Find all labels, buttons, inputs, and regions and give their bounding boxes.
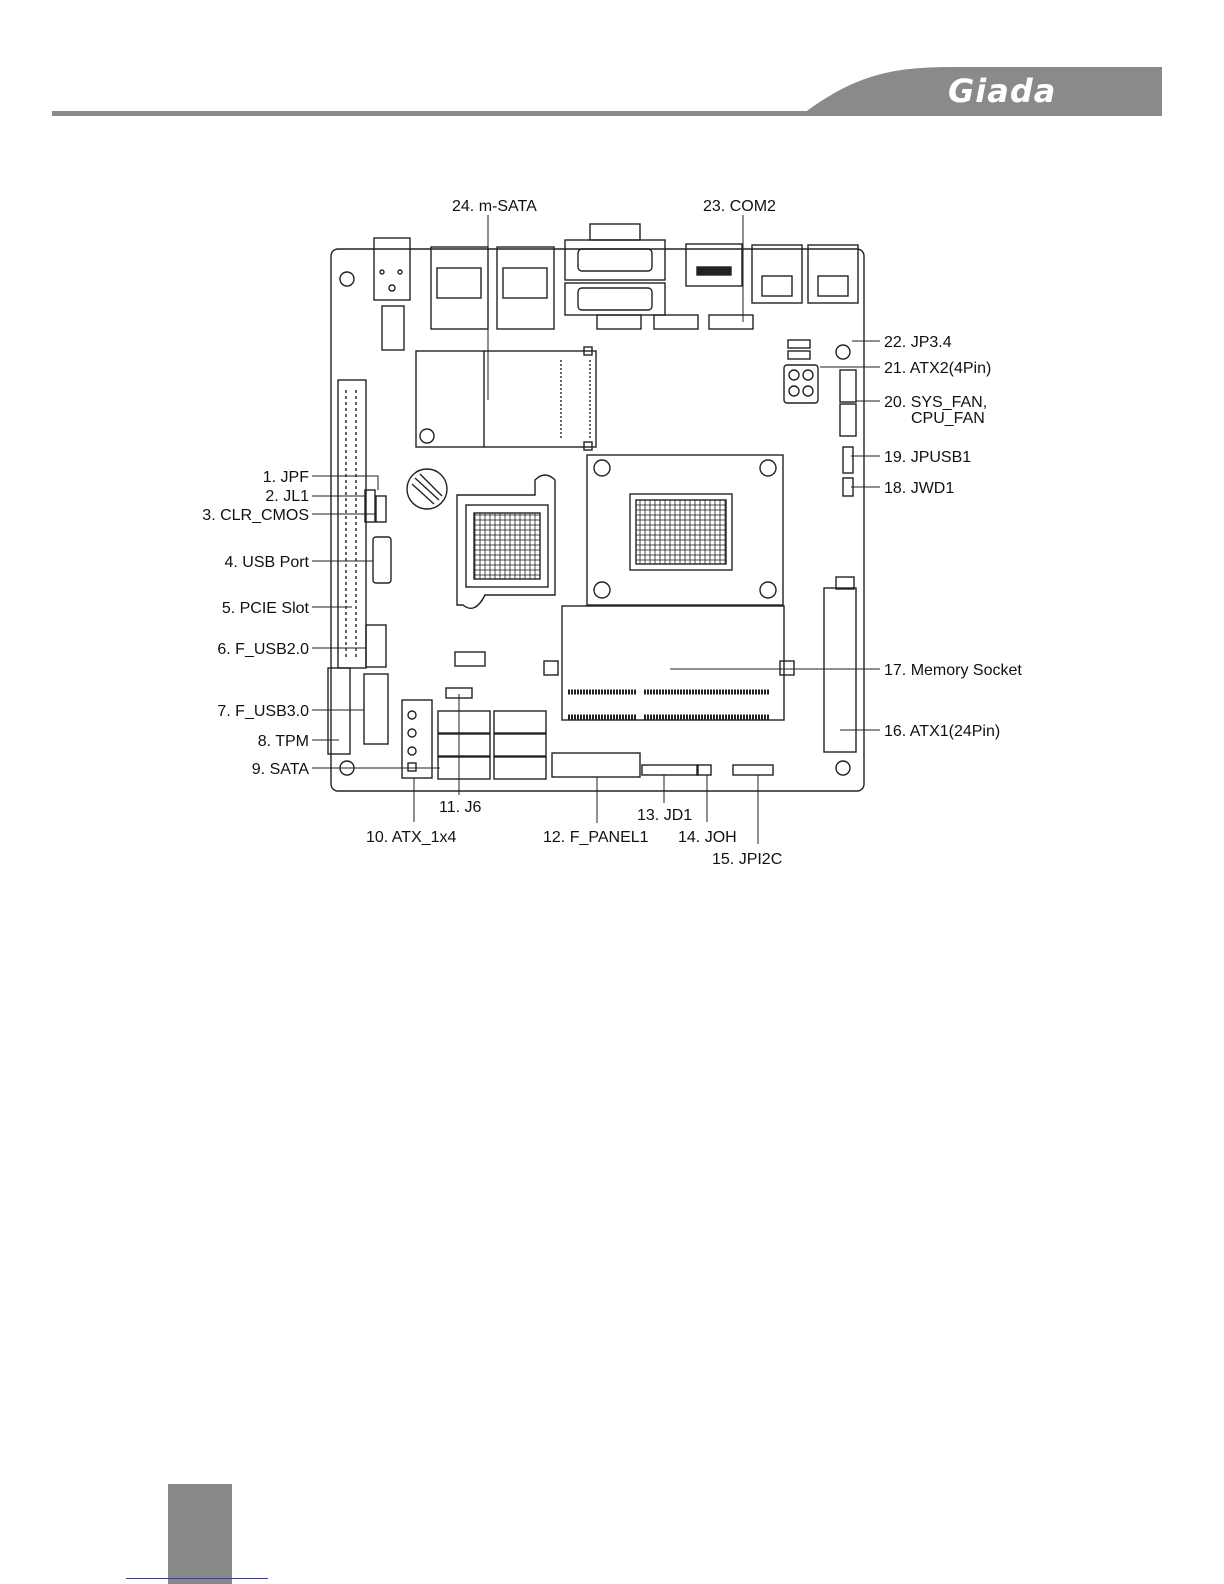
label-com2: 23. COM2 — [703, 198, 776, 215]
lan-port-1 — [431, 247, 488, 329]
label-clr-cmos: 3. CLR_CMOS — [202, 507, 309, 524]
sata-port-4 — [494, 734, 546, 756]
sata-port-6 — [494, 757, 546, 779]
jp3-jumper — [788, 340, 810, 348]
footer-link-underline — [126, 1578, 268, 1579]
hdmi-port — [686, 244, 742, 286]
label-f-panel1: 12. F_PANEL1 — [543, 829, 649, 846]
sata-port-2 — [494, 711, 546, 733]
label-cpu-fan: CPU_FAN — [911, 410, 985, 427]
label-jpi2c: 15. JPI2C — [712, 851, 783, 868]
header-top-1 — [597, 315, 641, 329]
usb-stack-1 — [752, 245, 802, 303]
label-atx1-24pin: 16. ATX1(24Pin) — [884, 723, 1001, 740]
usb-port-internal — [373, 537, 391, 583]
label-atx2-4pin: 21. ATX2(4Pin) — [884, 360, 992, 377]
label-jd1: 13. JD1 — [637, 807, 693, 824]
label-jl1: 2. JL1 — [265, 488, 309, 505]
label-pcie-slot: 5. PCIE Slot — [221, 600, 309, 617]
label-sata: 9. SATA — [251, 761, 309, 778]
jpi2c-header — [733, 765, 773, 775]
mount-hole — [340, 272, 354, 286]
page-tab — [168, 1484, 232, 1584]
label-sys-fan: 20. SYS_FAN, — [884, 394, 988, 411]
label-f-usb2: 6. F_USB2.0 — [217, 641, 309, 658]
sata-port-1 — [438, 711, 490, 733]
sys-fan-header — [840, 370, 856, 402]
cpu-fan-header — [840, 404, 856, 436]
label-usb-port: 4. USB Port — [224, 554, 309, 571]
msata-slot — [416, 351, 596, 447]
pcie-slot — [338, 380, 366, 668]
f-panel1-header — [552, 753, 640, 777]
jp4-jumper — [788, 351, 810, 359]
com2-header — [709, 315, 753, 329]
label-atx-1x4: 10. ATX_1x4 — [366, 829, 457, 846]
sata-port-5 — [438, 757, 490, 779]
label-f-usb3: 7. F_USB3.0 — [217, 703, 309, 720]
label-tpm: 8. TPM — [257, 733, 309, 750]
atx1-24pin — [824, 588, 856, 752]
label-jwd1: 18. JWD1 — [884, 480, 955, 497]
label-m-sata: 24. m-SATA — [452, 198, 537, 215]
label-memory-socket: 17. Memory Socket — [884, 662, 1022, 679]
atx2-4pin — [784, 365, 818, 403]
audio-header — [382, 306, 404, 350]
label-jpusb1: 19. JPUSB1 — [884, 449, 972, 466]
f-usb2-header — [366, 625, 386, 667]
label-joh: 14. JOH — [678, 829, 737, 846]
jl1-jumper — [376, 496, 386, 522]
memory-socket — [562, 606, 784, 720]
label-jpf: 1. JPF — [262, 469, 309, 486]
label-j6: 11. J6 — [439, 799, 482, 816]
vga-port — [565, 240, 665, 280]
usb-stack-2 — [808, 245, 858, 303]
header-top-2 — [654, 315, 698, 329]
atx-1x4 — [402, 700, 432, 778]
joh-jumper — [697, 765, 711, 775]
jpusb1-jumper — [843, 447, 853, 473]
tpm-header — [364, 674, 388, 744]
giada-logo: Giada — [948, 72, 1057, 110]
jd1-header — [642, 765, 698, 775]
sata-port-3 — [438, 734, 490, 756]
label-jp3-4: 22. JP3.4 — [884, 334, 952, 351]
lan-port-2 — [497, 247, 554, 329]
